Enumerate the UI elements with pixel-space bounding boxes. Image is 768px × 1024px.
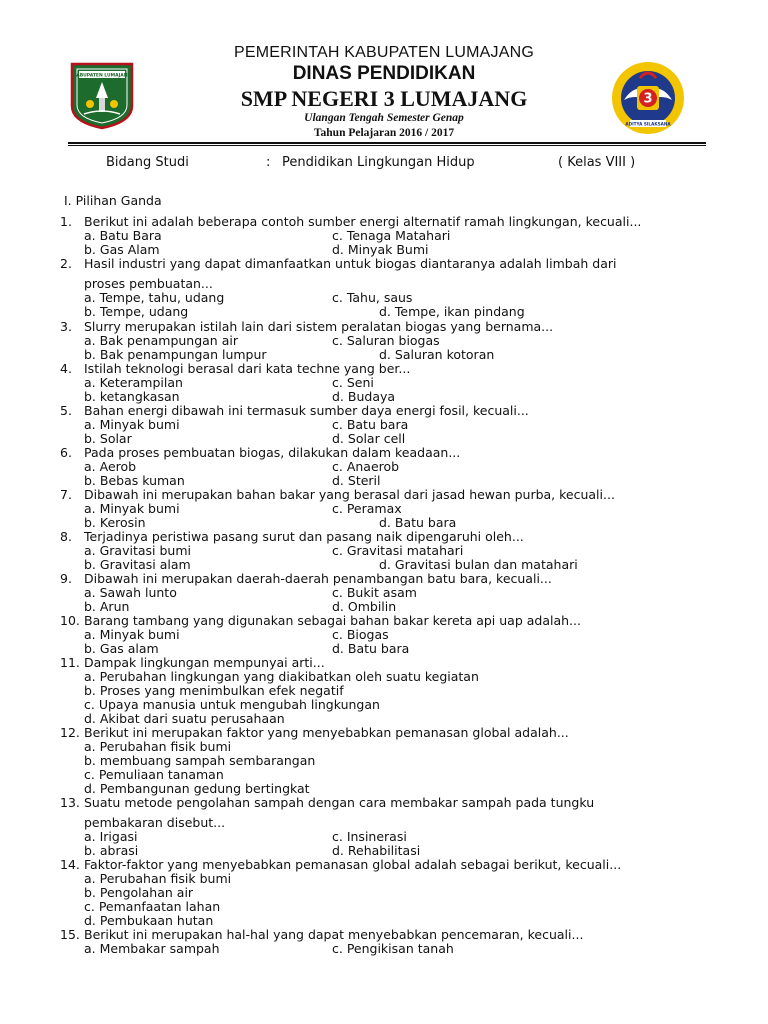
option-item: a. Minyak bumi bbox=[84, 627, 180, 642]
option-item: c. Pemanfaatan lahan bbox=[84, 899, 221, 914]
option-item: a. Perubahan fisik bumi bbox=[84, 739, 232, 754]
option-item: c. Bukit asam bbox=[332, 585, 417, 600]
option-item: b. Gravitasi alam bbox=[84, 557, 191, 572]
option-item: a. Perubahan lingkungan yang diakibatkan oleh suatu kegiatan bbox=[84, 669, 479, 684]
option-item: a. Sawah lunto bbox=[84, 585, 177, 600]
option-item: a. Aerob bbox=[84, 459, 137, 474]
subject-separator: : bbox=[266, 155, 271, 170]
question-number: 12. bbox=[60, 725, 80, 740]
question-text: Faktor-faktor yang menyebabkan pemanasan global adalah sebagai berikut, kecuali... bbox=[84, 857, 622, 872]
question-number: 5. bbox=[60, 403, 72, 418]
option-item: a. Perubahan fisik bumi bbox=[84, 871, 232, 886]
option-item: a. Bak penampungan air bbox=[84, 333, 238, 348]
question-number: 9. bbox=[60, 571, 72, 586]
question-text: Berikut ini adalah beberapa contoh sumber energi alternatif ramah lingkungan, kecuali... bbox=[84, 214, 642, 229]
option-item: b. membuang sampah sembarangan bbox=[84, 753, 316, 768]
option-item: b. Gas alam bbox=[84, 641, 159, 656]
subject-name: Pendidikan Lingkungan Hidup bbox=[282, 155, 475, 170]
question-text: Hasil industri yang dapat dimanfaatkan untuk biogas diantaranya adalah limbah dari bbox=[84, 256, 617, 271]
option-item: b. Arun bbox=[84, 599, 130, 614]
option-item: b. ketangkasan bbox=[84, 389, 180, 404]
option-item: a. Membakar sampah bbox=[84, 941, 220, 956]
option-item: d. Saluran kotoran bbox=[379, 347, 495, 362]
question-text: Suatu metode pengolahan sampah dengan cara membakar sampah pada tungku bbox=[84, 795, 595, 810]
question-text: Bahan energi dibawah ini termasuk sumber daya energi fosil, kecuali... bbox=[84, 403, 529, 418]
option-item: d. Rehabilitasi bbox=[332, 843, 421, 858]
option-item: b. Bebas kuman bbox=[84, 473, 185, 488]
option-item: d. Ombilin bbox=[332, 599, 397, 614]
question-text: proses pembuatan... bbox=[84, 276, 213, 291]
option-item: d. Gravitasi bulan dan matahari bbox=[379, 557, 578, 572]
option-item: c. Tenaga Matahari bbox=[332, 228, 451, 243]
question-number: 2. bbox=[60, 256, 72, 271]
question-number: 1. bbox=[60, 214, 72, 229]
option-item: a. Minyak bumi bbox=[84, 501, 180, 516]
option-item: d. Batu bara bbox=[379, 515, 457, 530]
option-item: d. Pembangunan gedung bertingkat bbox=[84, 781, 310, 796]
option-item: c. Biogas bbox=[332, 627, 389, 642]
school-emblem-motto: ADITYA SILAKSANA bbox=[625, 121, 671, 127]
option-item: c. Gravitasi matahari bbox=[332, 543, 464, 558]
academic-year: Tahun Pelajaran 2016 / 2017 bbox=[313, 127, 455, 139]
section-title: I. Pilihan Ganda bbox=[64, 193, 162, 208]
question-text: Dibawah ini merupakan daerah-daerah penambangan batu bara, kecuali... bbox=[84, 571, 552, 586]
option-item: d. Minyak Bumi bbox=[332, 242, 429, 257]
question-number: 15. bbox=[60, 927, 80, 942]
question-text: Terjadinya peristiwa pasang surut dan pasang naik dipengaruhi oleh... bbox=[84, 529, 524, 544]
option-item: c. Tahu, saus bbox=[332, 290, 413, 305]
option-item: b. Tempe, udang bbox=[84, 304, 189, 319]
option-item: c. Pengikisan tanah bbox=[332, 941, 454, 956]
question-number: 4. bbox=[60, 361, 72, 376]
option-item: c. Upaya manusia untuk mengubah lingkungan bbox=[84, 697, 380, 712]
option-item: a. Minyak bumi bbox=[84, 417, 180, 432]
option-item: c. Anaerob bbox=[332, 459, 400, 474]
option-item: a. Keterampilan bbox=[84, 375, 183, 390]
option-item: d. Steril bbox=[332, 473, 381, 488]
option-item: b. abrasi bbox=[84, 843, 139, 858]
question-text: Dampak lingkungan mempunyai arti... bbox=[84, 655, 325, 670]
question-text: Barang tambang yang digunakan sebagai bahan bakar kereta api uap adalah... bbox=[84, 613, 581, 628]
question-number: 13. bbox=[60, 795, 80, 810]
option-item: a. Irigasi bbox=[84, 829, 138, 844]
option-item: d. Pembukaan hutan bbox=[84, 913, 214, 928]
question-number: 10. bbox=[60, 613, 80, 628]
option-item: c. Seni bbox=[332, 375, 374, 390]
option-item: b. Gas Alam bbox=[84, 242, 160, 257]
question-text: pembakaran disebut... bbox=[84, 815, 226, 830]
question-number: 8. bbox=[60, 529, 72, 544]
question-text: Dibawah ini merupakan bahan bakar yang berasal dari jasad hewan purba, kecuali... bbox=[84, 487, 615, 502]
question-text: Slurry merupakan istilah lain dari sistem peralatan biogas yang bernama... bbox=[84, 319, 554, 334]
left-logo-text: KABUPATEN LUMAJANG bbox=[72, 73, 132, 79]
question-text: Pada proses pembuatan biogas, dilakukan dalam keadaan... bbox=[84, 445, 461, 460]
school-emblem-number: 3 bbox=[643, 91, 653, 107]
question-text: Istilah teknologi berasal dari kata techne yang ber... bbox=[84, 361, 411, 376]
question-number: 6. bbox=[60, 445, 72, 460]
option-item: a. Gravitasi bumi bbox=[84, 543, 191, 558]
option-item: c. Saluran biogas bbox=[332, 333, 440, 348]
question-number: 3. bbox=[60, 319, 72, 334]
option-item: b. Pengolahan air bbox=[84, 885, 194, 900]
option-item: d. Solar cell bbox=[332, 431, 406, 446]
option-item: d. Batu bara bbox=[332, 641, 410, 656]
class-label: ( Kelas VIII ) bbox=[558, 155, 636, 170]
option-item: c. Batu bara bbox=[332, 417, 409, 432]
exam-title: Ulangan Tengah Semester Genap bbox=[304, 112, 464, 124]
option-item: d. Tempe, ikan pindang bbox=[379, 304, 525, 319]
question-number: 11. bbox=[60, 655, 80, 670]
option-item: a. Tempe, tahu, udang bbox=[84, 290, 225, 305]
option-item: c. Pemuliaan tanaman bbox=[84, 767, 224, 782]
government-title: PEMERINTAH KABUPATEN LUMAJANG bbox=[233, 44, 535, 61]
school-title: SMP NEGERI 3 LUMAJANG bbox=[240, 86, 528, 111]
question-text: Berikut ini merupakan hal-hal yang dapat menyebabkan pencemaran, kecuali... bbox=[84, 927, 584, 942]
option-item: b. Proses yang menimbulkan efek negatif bbox=[84, 683, 344, 698]
question-number: 7. bbox=[60, 487, 72, 502]
question-text: Berikut ini merupakan faktor yang menyebabkan pemanasan global adalah... bbox=[84, 725, 569, 740]
option-item: b. Bak penampungan lumpur bbox=[84, 347, 267, 362]
option-item: c. Peramax bbox=[332, 501, 402, 516]
agency-title: DINAS PENDIDIKAN bbox=[292, 63, 476, 84]
subject-label: Bidang Studi bbox=[106, 155, 189, 170]
question-number: 14. bbox=[60, 857, 80, 872]
option-item: b. Kerosin bbox=[84, 515, 146, 530]
option-item: d. Akibat dari suatu perusahaan bbox=[84, 711, 285, 726]
option-item: b. Solar bbox=[84, 431, 132, 446]
option-item: d. Budaya bbox=[332, 389, 396, 404]
option-item: c. Insinerasi bbox=[332, 829, 407, 844]
option-item: a. Batu Bara bbox=[84, 228, 162, 243]
